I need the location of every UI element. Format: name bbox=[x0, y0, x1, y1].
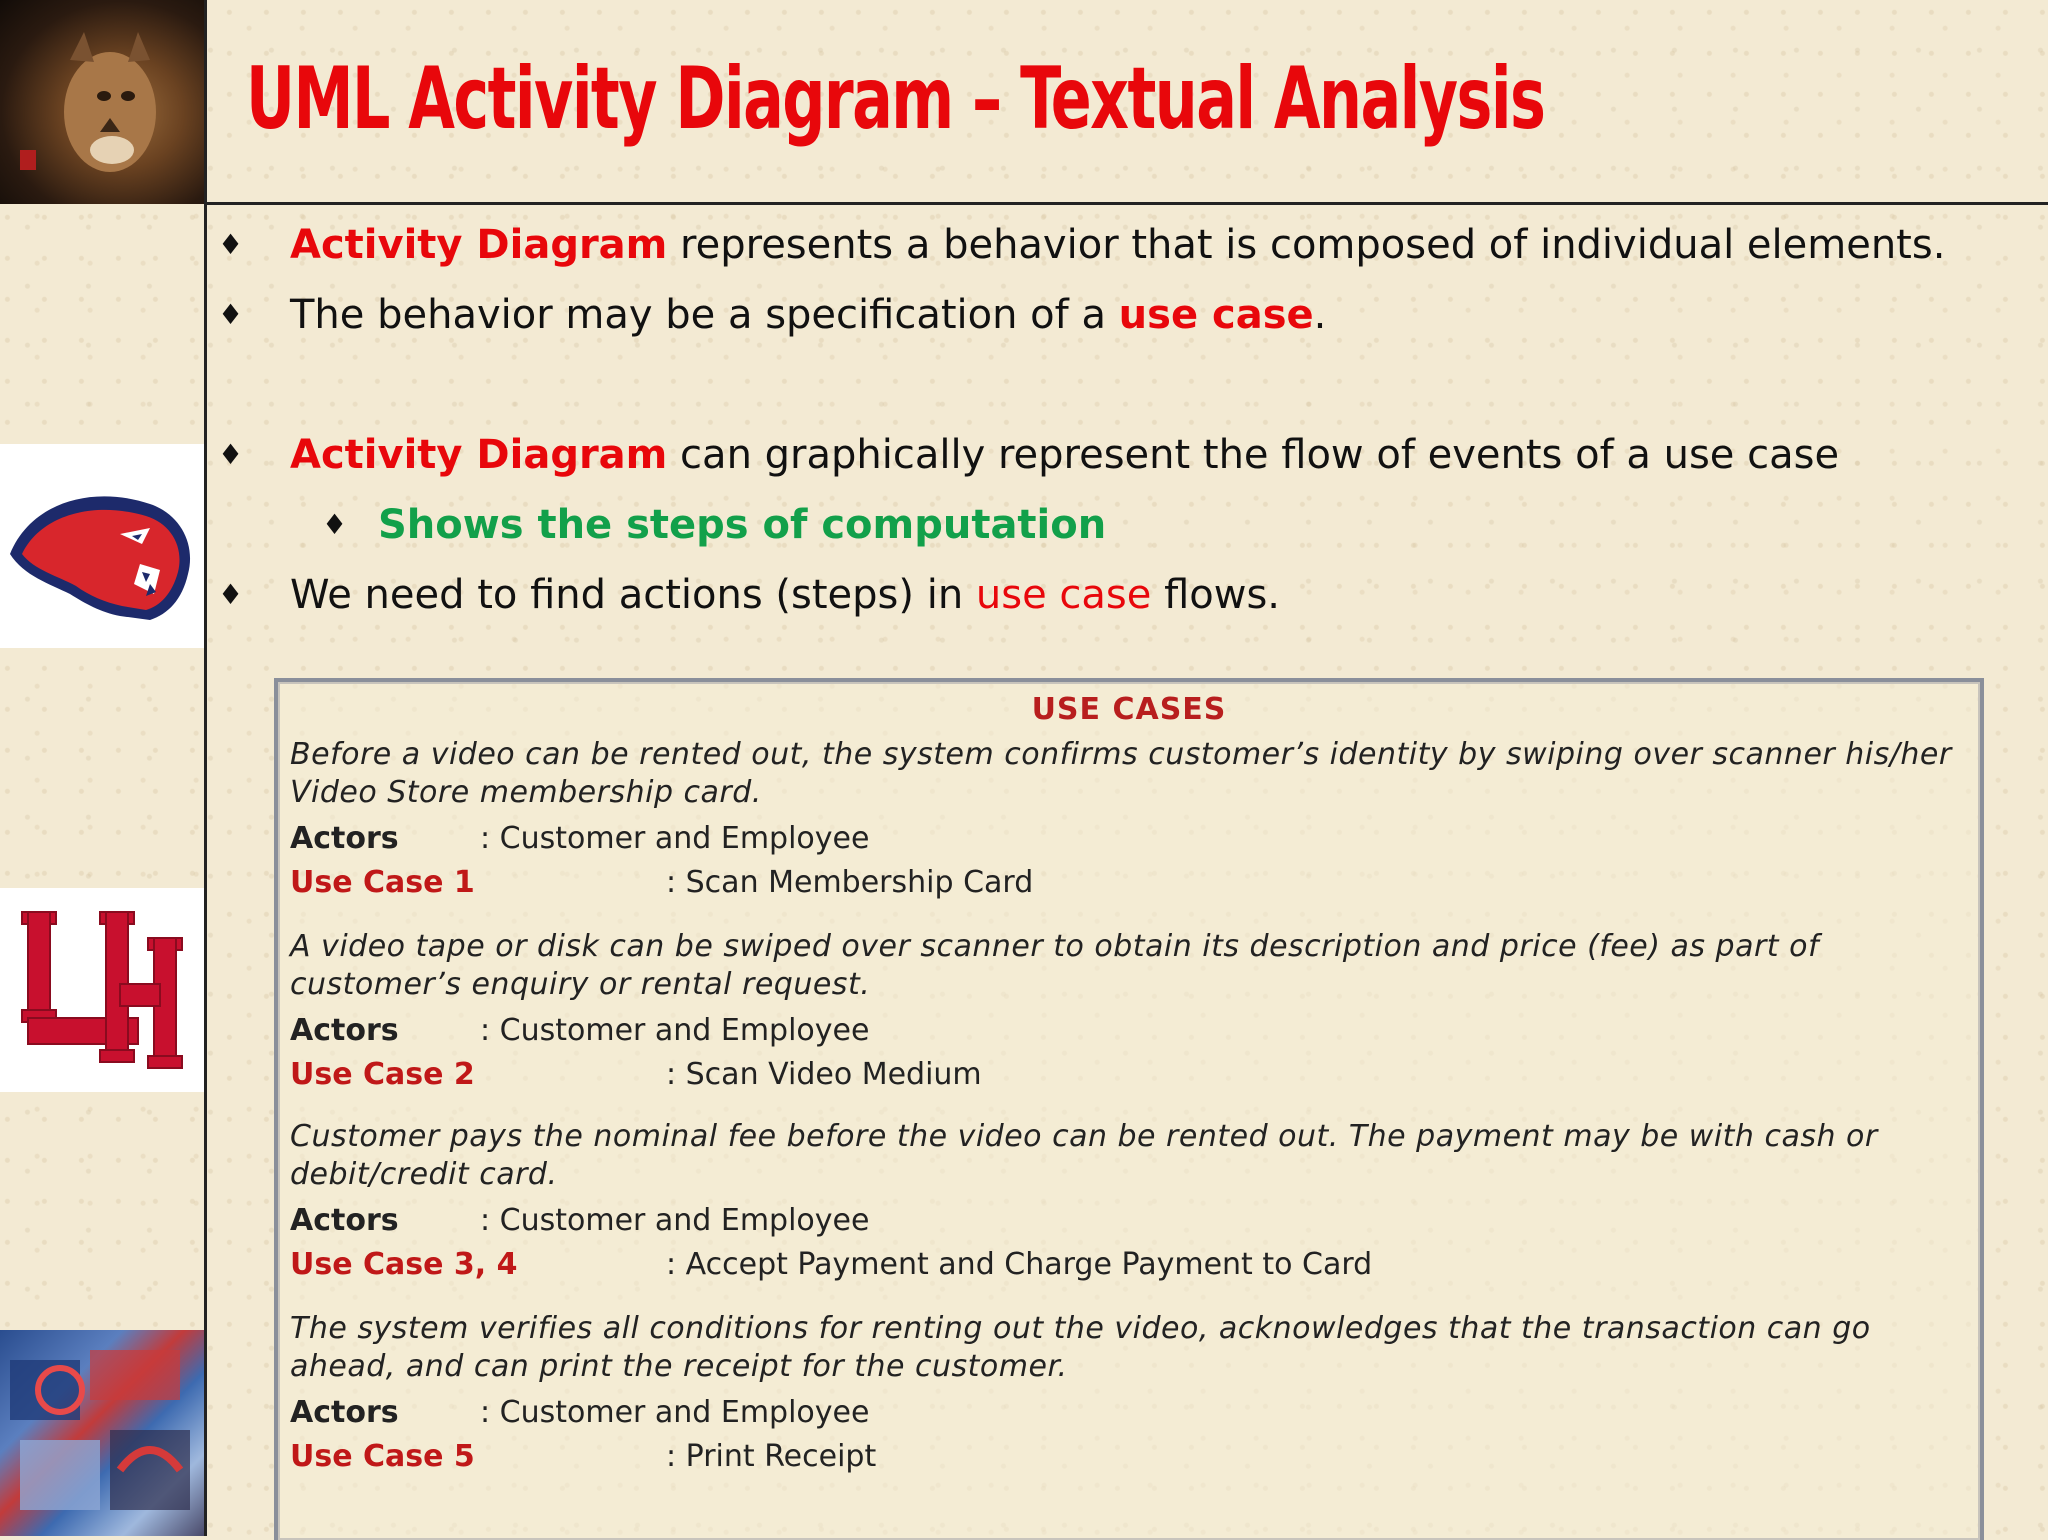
bullet-4-highlight: use case bbox=[975, 572, 1152, 618]
header-divider bbox=[204, 202, 2048, 205]
left-sidebar bbox=[0, 0, 207, 1536]
use-case-5-description: The system verifies all conditions for renting out the video, acknowledges that the transaction can go ahead, and can print the receipt for the customer. bbox=[290, 1311, 1871, 1384]
actors-value: : Customer and Employee bbox=[480, 1203, 870, 1238]
actors-value: : Customer and Employee bbox=[480, 821, 870, 856]
use-case-1-row bbox=[290, 864, 1034, 902]
use-case-5-row bbox=[290, 1438, 877, 1476]
collage-graphic bbox=[0, 1330, 204, 1536]
uh-interlock-icon bbox=[0, 888, 204, 1092]
diamond-bullet-icon: ♦ bbox=[218, 228, 244, 261]
use-case-label: Use Case 2 bbox=[290, 1057, 475, 1092]
actors-value: : Customer and Employee bbox=[480, 1013, 870, 1048]
use-case-label: Use Case 3, 4 bbox=[290, 1247, 518, 1282]
use-case-label: Use Case 1 bbox=[290, 865, 475, 900]
bullet-2-highlight: use case bbox=[1118, 292, 1314, 338]
sub-bullet-1-text: Shows the steps of computation bbox=[378, 502, 1107, 548]
use-case-value: : Scan Membership Card bbox=[666, 865, 1034, 900]
title-part1: UML Activity Diagram bbox=[246, 49, 953, 149]
bullet-3-lead: Activity Diagram bbox=[290, 432, 668, 478]
use-case-3-row bbox=[290, 1246, 1373, 1284]
bullet-4-pre: We need to find actions (steps) in bbox=[290, 572, 976, 618]
bullet-2-pre: The behavior may be a specification of a bbox=[290, 292, 1119, 338]
bullet-4-post: flows. bbox=[1151, 572, 1281, 618]
title-dash: – bbox=[952, 49, 1021, 149]
use-cases-panel bbox=[274, 678, 1984, 1540]
use-case-value: : Scan Video Medium bbox=[666, 1057, 982, 1092]
bullet-1-lead: Activity Diagram bbox=[290, 222, 668, 268]
cougar-face-image bbox=[0, 0, 204, 204]
use-case-1-actors bbox=[290, 820, 870, 858]
actors-label: Actors bbox=[290, 821, 399, 856]
bullet-4-text bbox=[290, 565, 1280, 625]
bullet-2-text bbox=[290, 285, 1326, 345]
cougar-head-icon bbox=[0, 444, 204, 648]
actors-label: Actors bbox=[290, 1013, 399, 1048]
bullet-3-rest: can graphically represent the flow of events of a use case bbox=[667, 432, 1840, 478]
actors-label: Actors bbox=[290, 1203, 399, 1238]
actors-value: : Customer and Employee bbox=[480, 1395, 870, 1430]
slide-title bbox=[246, 44, 1544, 154]
use-case-5-actors bbox=[290, 1394, 870, 1432]
actors-label: Actors bbox=[290, 1395, 399, 1430]
diamond-bullet-icon: ♦ bbox=[218, 438, 244, 471]
bullet-1-text bbox=[290, 215, 1945, 275]
diamond-bullet-icon: ♦ bbox=[218, 298, 244, 331]
bullet-3-text bbox=[290, 425, 1839, 485]
use-cases-header: USE CASES bbox=[1031, 692, 1227, 727]
diamond-bullet-icon: ♦ bbox=[322, 508, 348, 541]
use-case-3-actors bbox=[290, 1202, 870, 1240]
bullet-1-rest: represents a behavior that is composed of individual elements. bbox=[667, 222, 1946, 268]
use-case-value: : Accept Payment and Charge Payment to Card bbox=[666, 1247, 1373, 1282]
use-case-3-description: Customer pays the nominal fee before the video can be rented out. The payment may be with cash or debit/credit card. bbox=[290, 1119, 1878, 1192]
cougar-mascot-logo bbox=[0, 444, 204, 648]
title-part2: Textual Analysis bbox=[1020, 49, 1545, 149]
uh-logo bbox=[0, 888, 204, 1092]
cougar-photo bbox=[0, 0, 204, 204]
diamond-bullet-icon: ♦ bbox=[218, 578, 244, 611]
use-case-value: : Print Receipt bbox=[666, 1439, 877, 1474]
use-case-label: Use Case 5 bbox=[290, 1439, 475, 1474]
use-case-2-row bbox=[290, 1056, 982, 1094]
use-case-1-description: Before a video can be rented out, the system confirms customer’s identity by swiping over scanner his/her Video Store membership card. bbox=[290, 737, 1952, 810]
bullet-2-post: . bbox=[1313, 292, 1327, 338]
use-case-2-description: A video tape or disk can be swiped over scanner to obtain its description and price (fee) as part of customer’s enquiry or rental request. bbox=[290, 929, 1820, 1002]
use-case-2-actors bbox=[290, 1012, 870, 1050]
campus-collage-image bbox=[0, 1330, 204, 1536]
